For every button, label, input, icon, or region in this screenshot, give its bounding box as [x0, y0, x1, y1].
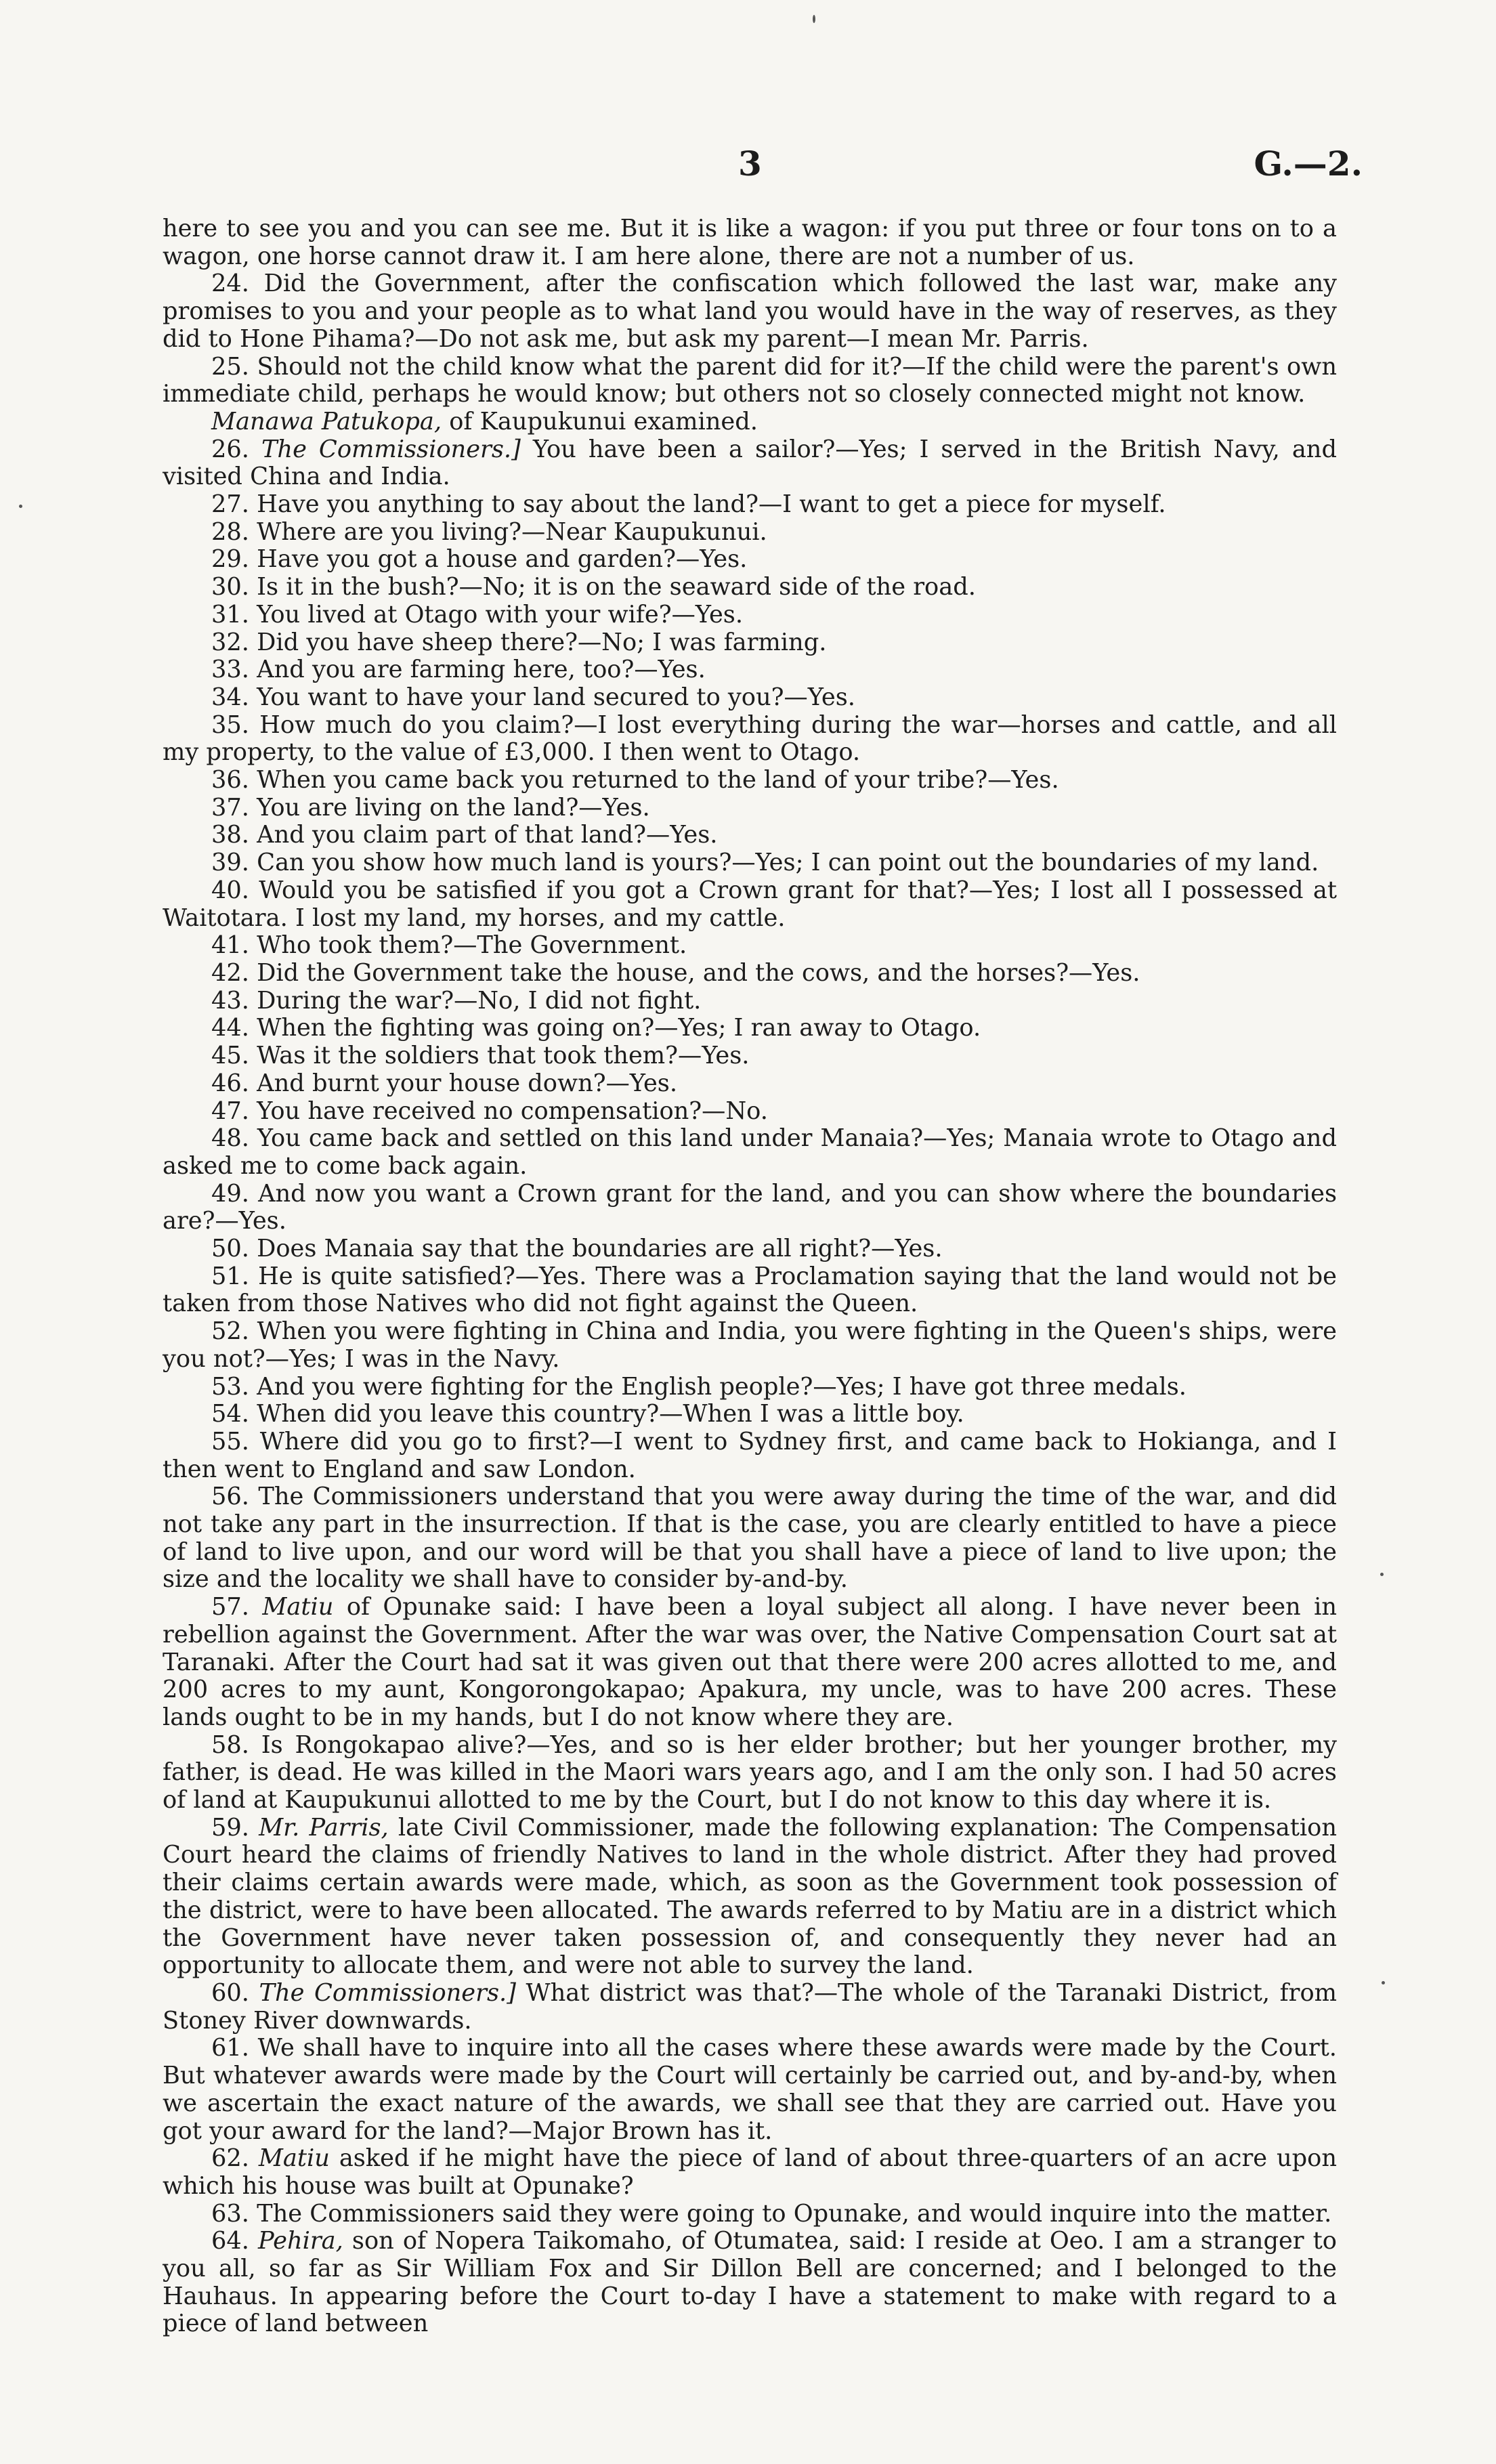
- paragraph-text: You are living on the land?—Yes.: [257, 793, 650, 822]
- paragraph-number: 49.: [211, 1179, 259, 1208]
- paragraph-number: 60.: [211, 1979, 259, 2007]
- paragraph: [163, 546, 1337, 574]
- paragraph: [163, 601, 1337, 629]
- paragraph-text: When you were fighting in China and India, you were fighting in the Queen's ships, were you not?—Yes; I was in the Navy.: [163, 1317, 1337, 1373]
- paragraph: [163, 270, 1337, 353]
- paragraph-text: here to see you and you can see me. But it is like a wagon: if you put three or four tons on to a wagon, one horse cannot draw it. I am here alone, there are not a number of us.: [163, 215, 1337, 270]
- paragraph-text: And burnt your house down?—Yes.: [257, 1069, 678, 1097]
- paragraph: [163, 684, 1337, 712]
- paragraph: [163, 519, 1337, 547]
- page-number: 3: [738, 144, 762, 184]
- print-speck: [1382, 1981, 1385, 1984]
- paragraph-text: When did you leave this country?—When I was a little boy.: [257, 1400, 964, 1428]
- paragraph: [163, 712, 1337, 767]
- paragraph-text: You lived at Otago with your wife?—Yes.: [257, 600, 744, 629]
- spacer: [516, 1979, 526, 2007]
- paragraph-number: 46.: [211, 1069, 257, 1097]
- paragraph: [163, 215, 1337, 270]
- paragraph: [163, 822, 1337, 849]
- speaker-name: Matiu: [258, 2144, 330, 2173]
- paragraph: [163, 1318, 1337, 1373]
- paragraph-number: 24.: [211, 270, 264, 298]
- paragraph: [163, 629, 1337, 657]
- paragraph-number: 54.: [211, 1400, 257, 1428]
- paragraph: [163, 877, 1337, 932]
- paragraph-number: 58.: [211, 1730, 261, 1759]
- paragraph-number: 31.: [211, 600, 257, 629]
- paragraph: [163, 2201, 1337, 2228]
- paragraph-text: Can you show how much land is yours?—Yes; I can point out the boundaries of my land.: [257, 849, 1319, 877]
- print-speck: [813, 15, 815, 23]
- paragraph-text: of Opunake said: I have been a loyal subject all along. I have never been in rebellion against the Government. After the war was over, the Native Compensation Court sat at Taranaki. After the Court had sat it was given out that there were 200 acres allotted to me, and 200 acres to my aunt, Kongorongokapao; Apakura, my uncle, was to have 200 acres. These lands ought to be in my hands, but I do not know where they are.: [163, 1593, 1338, 1731]
- paragraph-number: 34.: [211, 683, 257, 711]
- paragraph-text: We shall have to inquire into all the cases where these awards were made by the Court. But whatever awards were made by the Court will certainly be carried out, and by-and-by, when we ascertain the exact nature of the awards, we shall see that they are carried out. Have you got your award for the land?—Major Brown has it.: [163, 2034, 1337, 2145]
- paragraph: [163, 932, 1337, 960]
- paragraph-number: 40.: [211, 876, 259, 904]
- paragraph-text: Did you have sheep there?—No; I was farming.: [257, 628, 827, 656]
- spacer: [389, 1814, 398, 1842]
- paragraph: [163, 1594, 1337, 1732]
- print-speck: [19, 505, 22, 508]
- paragraph: [163, 1374, 1337, 1401]
- speaker-name: Matiu: [262, 1593, 334, 1621]
- paragraph-text: Would you be satisfied if you got a Crown grant for that?—Yes; I lost all I possessed at Waitotara. I lost my land, my horses, and my cattle.: [163, 876, 1337, 932]
- paragraph-text: During the war?—No, I did not fight.: [257, 986, 702, 1015]
- paragraph-text: Have you got a house and garden?—Yes.: [257, 545, 748, 574]
- paragraph-text: late Civil Commissioner, made the following explanation: The Compensation Court heard the claims of friendly Natives to land in the whole district. After they had proved their claims certain awards were made, which, as soon as the Government took possession of the district, were to have been allocated. The awards referred to by Matiu are in a district which the Government have never taken possession of, and consequently they never had an opportunity to allocate them, and were not able to survey the land.: [163, 1813, 1337, 1980]
- paragraph-text: Where did you go to first?—I went to Sydney first, and came back to Hokianga, and I then went to England and saw London.: [163, 1427, 1337, 1483]
- paragraph-number: 32.: [211, 628, 257, 656]
- paragraph: [163, 1181, 1337, 1235]
- paragraph-number: 41.: [211, 931, 257, 960]
- paragraph: [163, 1814, 1337, 1980]
- paragraph: [163, 1015, 1337, 1042]
- paragraph-text: Is Rongokapao alive?—Yes, and so is her elder brother; but her younger brother, my father, is dead. He was killed in the Maori wars years ago, and I am the only son. I had 50 acres of land at Kaupukunui allotted to me by the Court, but I do not know to this day where it is.: [163, 1730, 1337, 1814]
- document-reference: G.—2.: [1254, 144, 1363, 184]
- paragraph: [163, 1098, 1337, 1126]
- paragraph-number: 48.: [211, 1124, 257, 1153]
- paragraph-text: son of Nopera Taikomaho, of Otumatea, said: I reside at Oeo. I am a stranger to you all, so far as Sir William Fox and Sir Dillon Bell are concerned; and I belonged to the Hauhaus. In appearing before the Court to-day I have a statement to make with regard to a piece of land between: [163, 2227, 1337, 2338]
- paragraph: [163, 1401, 1337, 1428]
- paragraph-text: asked if he might have the piece of land of about three-quarters of an acre upon which his house was built at Opunake?: [163, 2144, 1338, 2200]
- paragraph: [163, 1483, 1337, 1594]
- paragraph-text: Was it the soldiers that took them?—Yes.: [257, 1042, 750, 1070]
- paragraph: [163, 849, 1337, 877]
- paragraph: [163, 960, 1337, 987]
- paragraph: [163, 436, 1337, 491]
- paragraph-text: The Commissioners said they were going to Opunake, and would inquire into the matter.: [257, 2199, 1332, 2228]
- paragraph-number: 43.: [211, 986, 257, 1015]
- paragraph-text: And now you want a Crown grant for the land, and you can show where the boundaries are?—Yes.: [163, 1179, 1337, 1235]
- paragraph-text: What district was that?—The whole of the Taranaki District, from Stoney River downwards.: [163, 1979, 1337, 2035]
- paragraph-text: The Commissioners understand that you were away during the time of the war, and did not take any part in the insurrection. If that is the case, you are clearly entitled to have a piece of land to live upon, and our word will be that you shall have a piece of land to live upon; the size and the locality we shall have to consider by-and-by.: [163, 1483, 1337, 1594]
- paragraph: [163, 1428, 1337, 1483]
- paragraph-number: 25.: [211, 352, 257, 381]
- paragraph-text: Have you anything to say about the land?—I want to get a piece for myself.: [257, 490, 1166, 519]
- page-body: [163, 215, 1337, 2338]
- paragraph-text: Does Manaia say that the boundaries are all right?—Yes.: [257, 1235, 943, 1263]
- paragraph-number: 26.: [211, 435, 261, 463]
- speaker-name: Manawa Patukopa,: [211, 407, 442, 436]
- paragraph-text: Did the Government, after the confiscation which followed the last war, make any promises to you and your people as to what land you would have in the way of reserves, as they did to Hone Pihama?—Do not ask me, but ask my parent—I mean Mr. Parris.: [163, 270, 1337, 353]
- paragraph-text: And you claim part of that land?—Yes.: [257, 821, 718, 849]
- paragraph-text: When you came back you returned to the land of your tribe?—Yes.: [257, 766, 1059, 794]
- paragraph-number: 29.: [211, 545, 257, 574]
- paragraph-text: He is quite satisfied?—Yes. There was a Proclamation saying that the land would not be taken from those Natives who did not fight against the Queen.: [163, 1262, 1337, 1318]
- speaker-name: The Commissioners.]: [261, 435, 521, 463]
- paragraph-number: 55.: [211, 1427, 260, 1456]
- paragraph: [163, 408, 1337, 436]
- paragraph-number: 44.: [211, 1014, 257, 1042]
- paragraph-number: 35.: [211, 710, 260, 739]
- paragraph-number: 51.: [211, 1262, 259, 1290]
- paragraph: [163, 491, 1337, 519]
- paragraph-text: Who took them?—The Government.: [257, 931, 687, 960]
- paragraph-text: Is it in the bush?—No; it is on the seaward side of the road.: [257, 573, 976, 601]
- paragraph-number: 53.: [211, 1372, 257, 1401]
- speaker-name: Pehira,: [258, 2227, 343, 2255]
- paragraph: [163, 656, 1337, 684]
- paragraph: [163, 1125, 1337, 1180]
- paragraph-number: 28.: [211, 517, 257, 546]
- paragraph-number: 56.: [211, 1483, 259, 1511]
- paragraph-number: 27.: [211, 490, 257, 519]
- paragraph: [163, 794, 1337, 822]
- paragraph: [163, 2145, 1337, 2200]
- paragraph-number: 45.: [211, 1042, 257, 1070]
- paragraph-number: 64.: [211, 2227, 259, 2255]
- paragraph: [163, 1980, 1337, 2035]
- spacer: [343, 2227, 352, 2255]
- paragraph-number: 37.: [211, 793, 257, 822]
- paragraph: [163, 1732, 1337, 1814]
- paragraph: [163, 1263, 1337, 1318]
- paragraph-number: 50.: [211, 1235, 257, 1263]
- paragraph-text: How much do you claim?—I lost everything during the war—horses and cattle, and all my property, to the value of £3,000. I then went to Otago.: [163, 710, 1337, 767]
- paragraph-number: 33.: [211, 656, 257, 684]
- spacer: [521, 436, 533, 463]
- paragraph-text: Did the Government take the house, and the cows, and the horses?—Yes.: [257, 958, 1140, 987]
- spacer: [333, 1593, 346, 1621]
- paragraph-number: 30.: [211, 573, 257, 601]
- paragraph-number: 47.: [211, 1097, 257, 1125]
- paragraph-text: You want to have your land secured to you?—Yes.: [257, 683, 855, 711]
- paragraph-number: 52.: [211, 1317, 257, 1346]
- paragraph-text: Should not the child know what the parent did for it?—If the child were the parent's own immediate child, perhaps he would know; but others not so closely connected might not know.: [163, 352, 1337, 408]
- paragraph-text: of Kaupukunui examined.: [449, 407, 758, 436]
- paragraph: [163, 1235, 1337, 1263]
- paragraph-number: 63.: [211, 2199, 257, 2228]
- paragraph-text: And you were fighting for the English people?—Yes; I have got three medals.: [257, 1372, 1187, 1401]
- paragraph-number: 59.: [211, 1813, 259, 1842]
- paragraph: [163, 2228, 1337, 2338]
- paragraph-number: 57.: [211, 1593, 263, 1621]
- speaker-name: Mr. Parris,: [259, 1813, 389, 1842]
- print-speck: [1380, 1573, 1384, 1576]
- spacer: [330, 2144, 339, 2172]
- paragraph-number: 61.: [211, 2034, 258, 2062]
- paragraph: [163, 1070, 1337, 1098]
- paragraph-number: 36.: [211, 766, 257, 794]
- paragraph: [163, 767, 1337, 794]
- paragraph-number: 38.: [211, 821, 257, 849]
- paragraph: [163, 354, 1337, 408]
- paragraph: [163, 987, 1337, 1015]
- paragraph-number: 39.: [211, 849, 257, 877]
- paragraph-text: And you are farming here, too?—Yes.: [257, 656, 706, 684]
- paragraph-number: 62.: [211, 2144, 259, 2173]
- speaker-name: The Commissioners.]: [259, 1979, 516, 2007]
- paragraph-number: 42.: [211, 958, 257, 987]
- paragraph-text: You have been a sailor?—Yes; I served in the British Navy, and visited China and India.: [163, 435, 1337, 491]
- paragraph-text: You have received no compensation?—No.: [257, 1097, 768, 1125]
- paragraph: [163, 1042, 1337, 1070]
- paragraph: [163, 574, 1337, 601]
- paragraph-text: When the fighting was going on?—Yes; I ran away to Otago.: [257, 1014, 981, 1042]
- paragraph: [163, 2035, 1337, 2145]
- paragraph-text: Where are you living?—Near Kaupukunui.: [257, 517, 767, 546]
- paragraph-text: You came back and settled on this land under Manaia?—Yes; Manaia wrote to Otago and asked me to come back again.: [163, 1124, 1337, 1180]
- spacer: [442, 408, 449, 436]
